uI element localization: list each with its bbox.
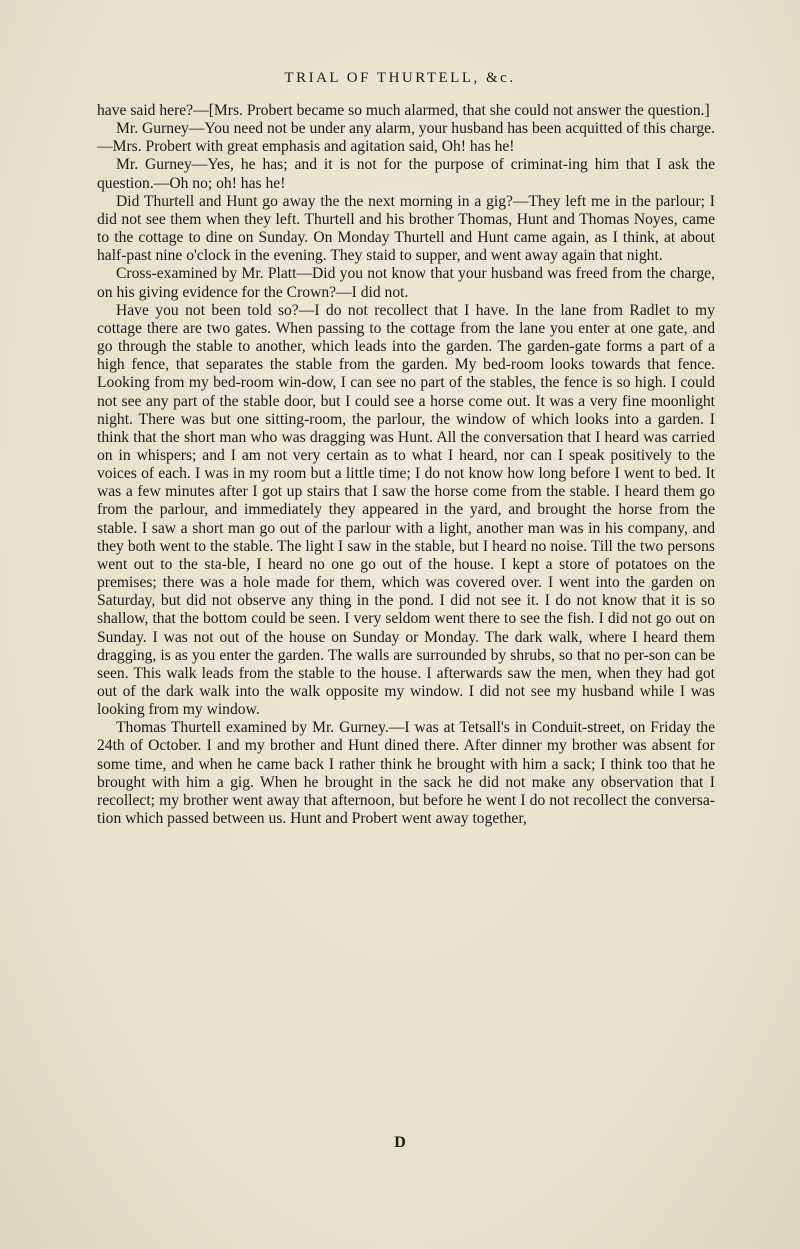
paragraph: Thomas Thurtell examined by Mr. Gurney.—I was at Tetsall's in Conduit-street, on Friday the 24th of October. I and my brother and Hunt dined there. After dinner my brother was absent for some time, and when he came back I rather think he brought with him a sack; I think too that he brought with him a gig. When he brought in the sack he did not make any observation that I recollect; my brother went away that afternoon, but before he went I do not recollect the conversa-tion which passed between us. Hunt and Probert went away together,	[97, 719, 715, 828]
paragraph: Did Thurtell and Hunt go away the the next morning in a gig?—They left me in the parlour; I did not see them when they left. Thurtell and his brother Thomas, Hunt and Thomas Noyes, came to the cottage to dine on Sunday. On Monday Thurtell and Hunt came again, as I think, at about half-past nine o'clock in the evening. They staid to supper, and went away again that night.	[97, 192, 715, 265]
running-head: TRIAL OF THURTELL, &c.	[284, 70, 516, 86]
paragraph: have said here?—[Mrs. Probert became so much alarmed, that she could not answer the question.]	[97, 102, 710, 119]
paragraph: Mr. Gurney—Yes, he has; and it is not for the purpose of criminat-ing him that I ask the question.—Oh no; oh! has he!	[97, 156, 715, 192]
paragraph: Cross-examined by Mr. Platt—Did you not know that your husband was freed from the charge, on his giving evidence for the Crown?—I did not.	[97, 265, 715, 301]
paragraph: Have you not been told so?—I do not recollect that I have. In the lane from Radlet to my cottage there are two gates. When passing to the cottage from the lane you enter at one gate, and go through the stable to another, which leads into the garden. The garden-gate forms a part of a high fence, that separates the stable from the garden. My bed-room looks towards that fence. Looking from my bed-room win-dow, I can see no part of the stables, the fence is so high. I could not see any part of the stable door, but I could see a horse come out. It was a very fine moonlight night. There was but one sitting-room, the parlour, the window of which looks into a garden. I think that the short man who was dragging was Hunt. All the conversation that I heard was carried on in whispers; and I am not very certain as to what I heard, nor can I speak positively to the voices of each. I was in my room but a little time; I do not know how long before I went to bed. It was a few minutes after I got up stairs that I saw the horse come from the stable. I heard them go from the parlour, and immediately they appeared in the yard, and brought the horse from the stable. I saw a short man go out of the parlour with a light, another man was in his company, and they both went to the stable. The light I saw in the stable, but I heard no noise. Till the two persons went out to the sta-ble, I heard no one go out of the house. I kept a store of potatoes on the premises; there was a hole made for them, which was covered over. I went into the garden on Saturday, but did not observe any thing in the pond. I did not see it. I do not know that it is so shallow, that the bottom could be seen. I very seldom went there to see the fish. I did not go out on Sunday. I was not out of the house on Sunday or Monday. The dark walk, where I heard them dragging, is as you enter the garden. The walls are surrounded by shrubs, so that no per-son can be seen. This walk leads from the stable to the house. I afterwards saw the men, when they had got out of the dark walk into the walk opposite my window. I did not see my husband while I was looking from my window.	[97, 301, 715, 719]
paragraph: Mr. Gurney—You need not be under any alarm, your husband has been acquitted of this charge.—Mrs. Probert with great emphasis and agitation said, Oh! has he!	[97, 120, 715, 156]
signature-mark: D	[394, 1134, 406, 1151]
body-text	[97, 102, 715, 828]
